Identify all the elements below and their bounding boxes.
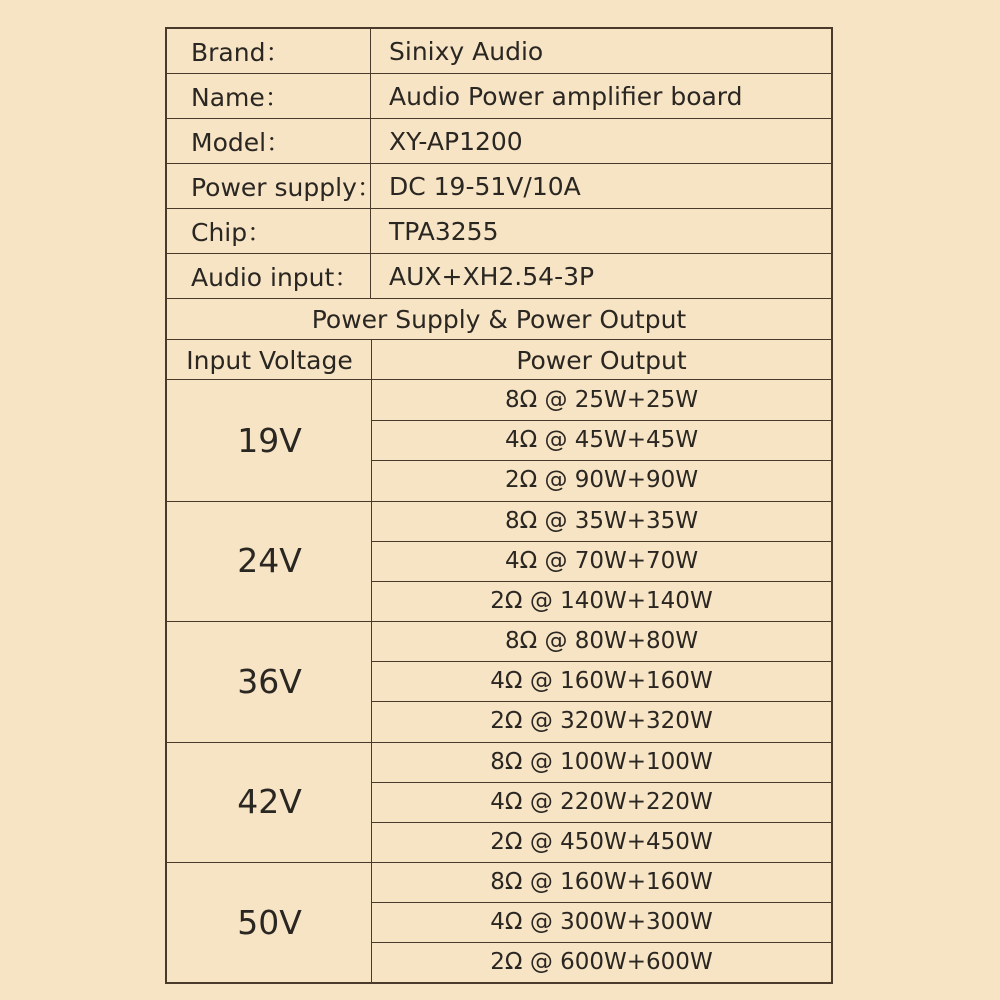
spec-value: TPA3255 [389, 216, 499, 246]
spec-label: Model： [191, 128, 292, 157]
power-output-cell: 2Ω @ 450W+450W [490, 828, 713, 855]
spec-label: Audio input： [191, 263, 360, 292]
voltage-cell: 19V [237, 420, 302, 460]
spec-row-name [167, 74, 831, 119]
spec-row-power-supply [167, 164, 831, 209]
power-output-cell: 2Ω @ 320W+320W [490, 708, 713, 735]
power-output-cell: 8Ω @ 80W+80W [504, 628, 699, 655]
power-output-cell: 4Ω @ 300W+300W [490, 909, 713, 936]
voltage-cell: 42V [237, 782, 302, 822]
power-output-cell: 4Ω @ 45W+45W [504, 427, 699, 454]
spec-value: Sinixy Audio [389, 36, 544, 66]
spec-row-model [167, 119, 831, 164]
power-output-cell: 2Ω @ 90W+90W [504, 467, 699, 494]
power-output-cell: 2Ω @ 140W+140W [490, 587, 713, 614]
power-table-title: Power Supply & Power Output [167, 299, 831, 340]
spec-row-audio-input [167, 254, 831, 299]
voltage-cell: 24V [237, 541, 302, 581]
spec-value: DC 19-51V/10A [389, 171, 581, 201]
voltage-cell: 50V [237, 902, 302, 942]
spec-row-brand [167, 29, 831, 74]
spec-table [165, 27, 833, 984]
power-output-cell: 8Ω @ 100W+100W [490, 748, 713, 775]
spec-divider [370, 29, 371, 299]
power-output-cell: 4Ω @ 220W+220W [490, 788, 713, 815]
spec-value: AUX+XH2.54-3P [389, 261, 595, 291]
spec-label: Chip： [191, 218, 273, 247]
col-header-input-voltage: Input Voltage [186, 345, 353, 375]
power-output-cell: 8Ω @ 35W+35W [504, 507, 699, 534]
power-output-cell: 8Ω @ 25W+25W [504, 387, 699, 414]
power-output-cell: 4Ω @ 160W+160W [490, 668, 713, 695]
power-output-cell: 4Ω @ 70W+70W [504, 547, 699, 574]
power-output-cell: 8Ω @ 160W+160W [490, 869, 713, 896]
spec-label: Brand： [191, 38, 291, 67]
power-output-cell: 2Ω @ 600W+600W [490, 949, 713, 976]
spec-value: XY-AP1200 [389, 126, 523, 156]
spec-row-chip [167, 209, 831, 254]
col-header-power-output: Power Output [516, 345, 687, 375]
spec-label: Name： [191, 83, 290, 112]
spec-label: Power supply： [191, 173, 382, 202]
spec-value: Audio Power amplifier board [389, 81, 743, 111]
voltage-cell: 36V [237, 661, 302, 701]
